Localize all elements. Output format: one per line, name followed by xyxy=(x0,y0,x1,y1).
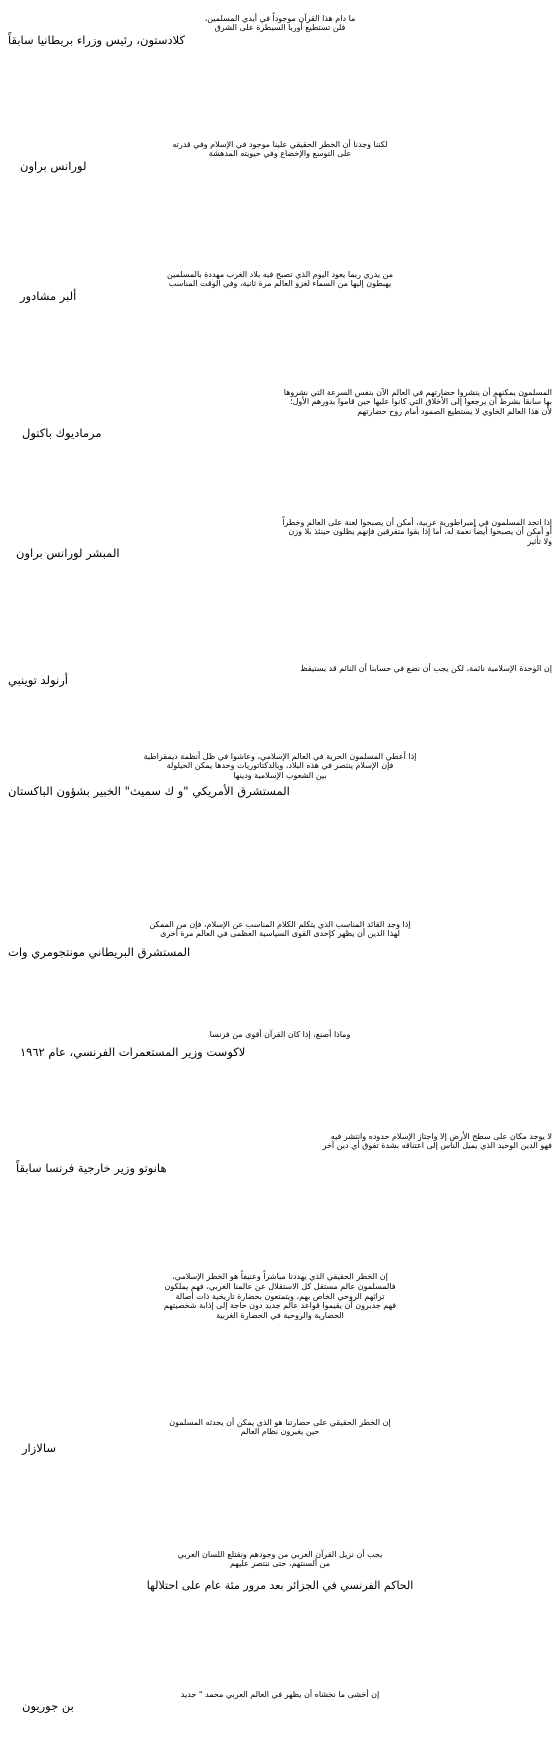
quote-line: إذا اتحد المسلمون في إمبراطورية عربية، أمكن أن يصبحوا لعنة على العالم وخطراً xyxy=(282,518,552,527)
quote-line: وماذا أصنع، إذا كان القرآن أقوى من فرنسا xyxy=(209,1030,351,1039)
quote-text xyxy=(8,1132,552,1151)
quote-line: لا يوجد مكان على سطح الأرض إلا واجتاز الإسلام حدوده وانتشر فيه xyxy=(330,1132,552,1141)
quote-block xyxy=(8,518,552,561)
quote-block xyxy=(8,664,552,688)
quote-author: سالازار xyxy=(22,1440,57,1455)
quote-author: لورانس براون xyxy=(20,158,87,173)
quote-block xyxy=(8,388,552,441)
quote-line: حين يغيرون نظام العالم xyxy=(240,1427,320,1437)
quote-author: المستشرق الأمريكي "و ك سميث" الخبير بشؤون الباكستان xyxy=(8,784,290,799)
quote-author: بن جوريون xyxy=(22,1699,74,1714)
quote-text xyxy=(8,270,552,289)
quote-line: لأن هذا العالم الخاوي لا يستطيع الصمود أمام روح حضارتهم xyxy=(357,406,552,416)
quote-author: أرنولد توينبي xyxy=(8,673,68,688)
quote-author: هانوتو وزير خارجية فرنسا سابقاً xyxy=(16,1160,167,1175)
quote-line: لكننا وجدنا أن الخطر الحقيقي علينا موجود في الإسلام وفي قدرته xyxy=(172,140,388,149)
quote-text xyxy=(8,1272,552,1321)
quote-block xyxy=(8,920,552,960)
quote-text xyxy=(8,14,552,33)
quote-author: ألبر مشادور xyxy=(20,288,77,303)
quote-author: مرماديوك باكتول xyxy=(22,426,102,441)
quote-author: الحاكم الفرنسي في الجزائر بعد مرور مئة عام على احتلالها xyxy=(146,1578,414,1592)
quote-line: إن الوحدة الإسلامية نائمة، لكن يجب أن نضع في حسابنا أن النائم قد يستيقظ xyxy=(300,664,552,673)
quote-text xyxy=(8,518,552,546)
quote-line: تراثهم الروحي الخاص بهم، ويتمتعون بحضارة تاريخية ذات أصالة xyxy=(175,1291,385,1301)
quote-line: فلن تستطيع أوربا السيطرة على الشرق xyxy=(214,23,346,33)
quote-block xyxy=(8,1418,552,1456)
quote-block xyxy=(8,1030,552,1060)
quote-line: ولا تأثير xyxy=(527,536,552,546)
quote-line: يجب أن نزيل القرآن العربي من وجودهم ونقتلع اللسان العربي xyxy=(177,1550,383,1559)
quote-line: أو أمكن أن يصبحوا أيضاً نعمة له، أما إذا بقوا متفرقين فإنهم يظلون حينئذ بلا وزن xyxy=(288,527,552,537)
quote-block xyxy=(8,1272,552,1321)
quote-line: فهو الدين الوحيد الذي يميل الناس إلى اعتناقه بشدة تفوق أي دين آخر xyxy=(322,1141,552,1151)
quote-line: فالمسلمون عالم مستقل كل الاستقلال عن عالمنا الغربي، فهم يملكون xyxy=(164,1281,396,1291)
quote-line: من ألسنتهم، حتى ننتصر عليهم xyxy=(229,1559,331,1569)
quote-line: إذا وجد القائد المناسب الذي يتكلم الكلام المناسب عن الإسلام، فإن من الممكن xyxy=(149,920,411,929)
quote-text xyxy=(8,140,552,159)
quote-block xyxy=(8,270,552,304)
quote-text xyxy=(8,388,552,416)
quote-block xyxy=(8,752,552,799)
quote-line: فإن الإسلام ينتصر في هذه البلاد، وبالدكتاتوريات وحدها يمكن الحيلولة xyxy=(166,761,394,771)
quote-author: لاكوست وزير المستعمرات الفرنسي، عام ١٩٦٢ xyxy=(20,1045,246,1060)
quote-text xyxy=(8,1690,552,1699)
quote-line: يهبطون إليها من السماء لغزو العالم مرة ثانية، وفي الوقت المناسب xyxy=(168,279,392,289)
quote-text xyxy=(8,920,552,939)
quote-line: على التوسع والإخضاع وفي حيويته المدهشة xyxy=(208,149,352,159)
quote-line: فهم جديرون أن يقيموا قواعد عالم جديد دون حاجة إلى إذابة شخصيتهم xyxy=(163,1301,397,1311)
quote-author: المبشر لورانس براون xyxy=(16,546,120,561)
quote-block xyxy=(8,1550,552,1593)
quote-block xyxy=(8,1132,552,1176)
quote-line: الحضارية والروحية في الحضارة الغربية xyxy=(216,1311,344,1320)
quote-line: بها سابقاً بشرط أن يرجعوا إلى الأخلاق التي كانوا عليها حين قاموا بدورهم الأول؛ xyxy=(290,397,552,407)
quote-block xyxy=(8,140,552,174)
quote-block xyxy=(8,1690,552,1714)
quote-line: إن الخطر الحقيقي الذي يهددنا مباشراً وعنيفاً هو الخطر الإسلامي، xyxy=(172,1272,388,1281)
quote-line: المسلمون يمكنهم أن ينشروا حضارتهم في العالم الآن بنفس السرعة التي نشروها xyxy=(283,388,552,397)
quote-line: إذا أعطي المسلمون الحرية في العالم الإسلامي، وعاشوا في ظل أنظمة ديمقراطية xyxy=(143,752,417,761)
quote-text xyxy=(8,1418,552,1437)
quote-line: بين الشعوب الإسلامية ودينها xyxy=(233,770,327,780)
quote-line: إن أخشى ما نخشاه أن يظهر في العالم العربي محمد " جديد xyxy=(180,1690,380,1699)
quote-line: ما دام هذا القرآن موجوداً في أيدي المسلمين، xyxy=(204,14,356,23)
quote-author: كلادستون، رئيس وزراء بريطانيا سابقاً xyxy=(8,32,185,47)
quote-block xyxy=(8,14,552,48)
quote-text xyxy=(8,1550,552,1569)
quote-line: من يدري ربما يعود اليوم الذي تصبح فيه بلاد الغرب مهددة بالمسلمين xyxy=(167,270,393,279)
quote-text xyxy=(8,1030,552,1039)
quote-line: إن الخطر الحقيقي على حضارتنا هو الذي يمكن أن يحدثه المسلمون xyxy=(169,1418,391,1427)
quote-line: لهذا الدين أن يظهر كإحدى القوى السياسية العظمى في العالم مرة أخرى xyxy=(160,929,400,939)
quote-text xyxy=(8,752,552,780)
quote-author: المستشرق البريطاني مونتجومري وات xyxy=(8,944,191,959)
quote-text xyxy=(8,664,552,673)
